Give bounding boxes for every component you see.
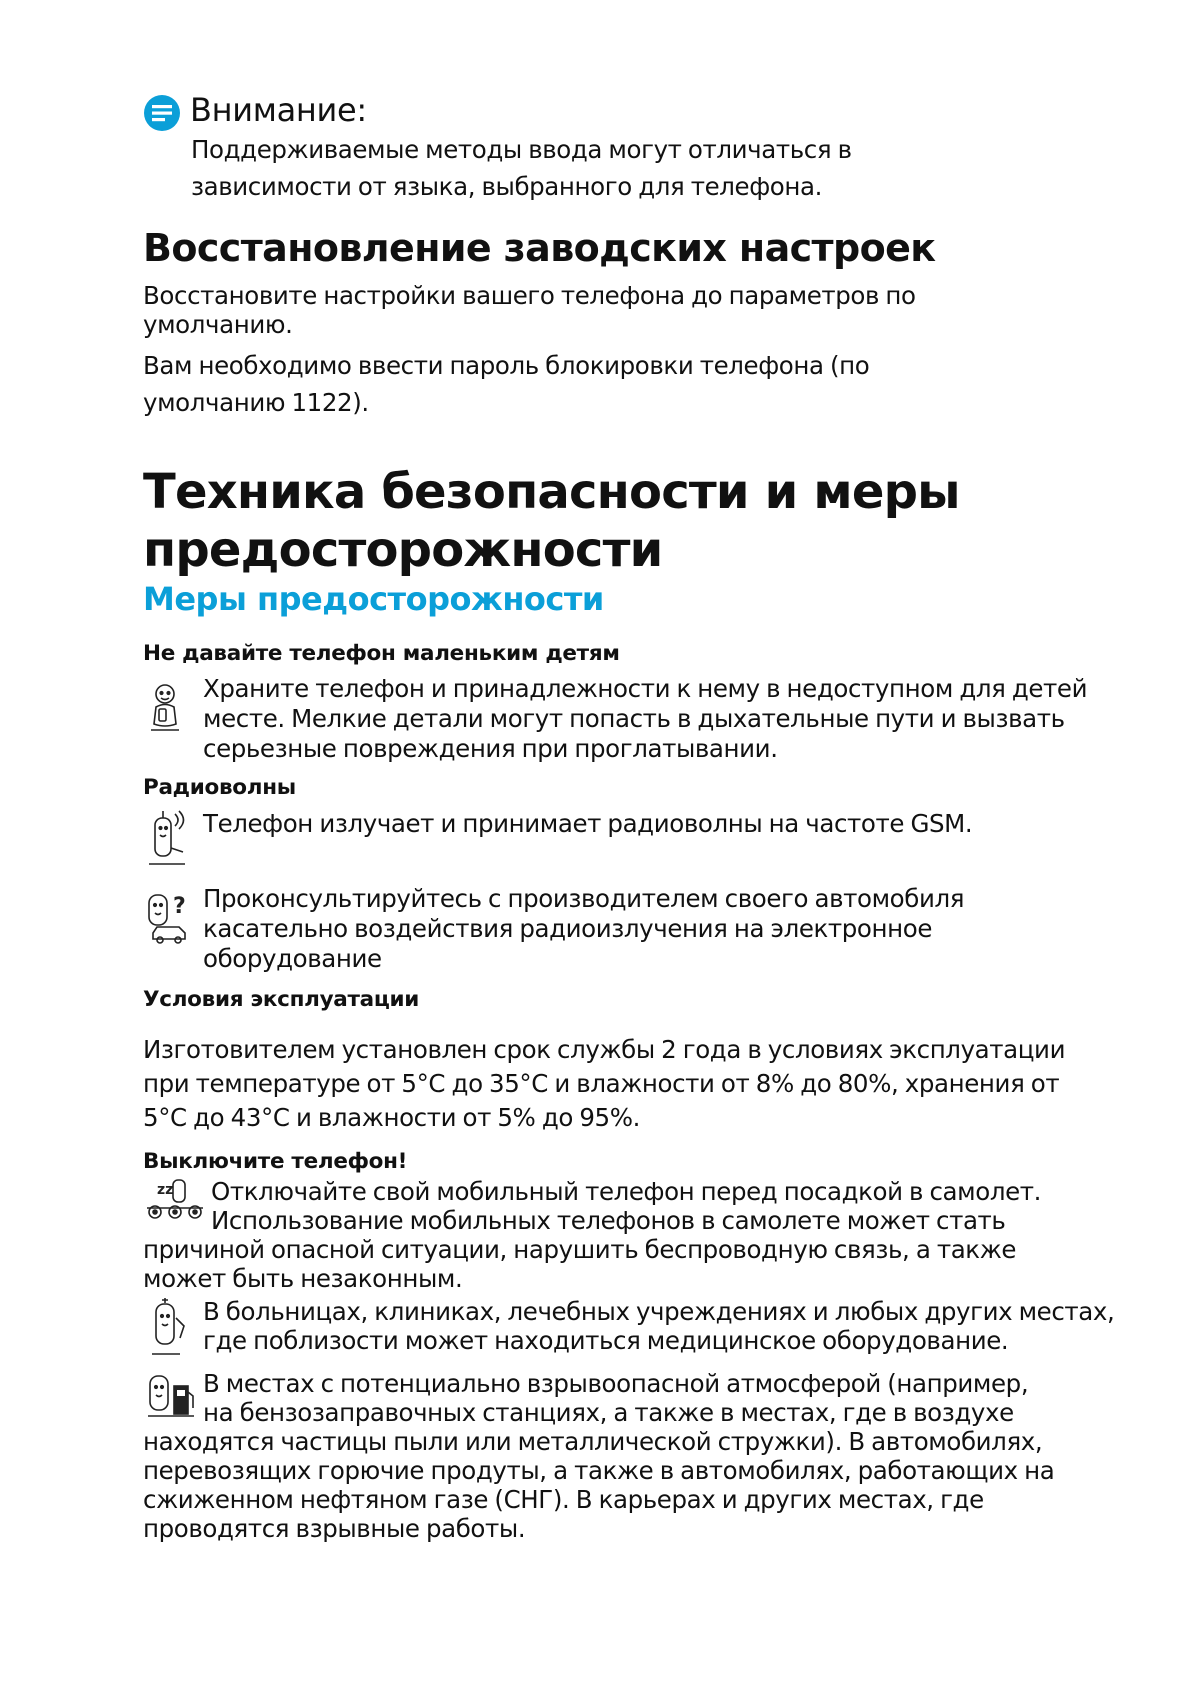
svg-text:?: ? <box>173 894 186 919</box>
operation-line-3: 5°С до 43°С и влажности от 5% до 95%. <box>143 1103 640 1132</box>
note-line-2: зависимости от языка, выбранного для телефона. <box>191 172 822 201</box>
car-line-3: оборудование <box>203 944 382 973</box>
radio-heading: Радиоволны <box>143 775 296 800</box>
factory-reset-line-1: Восстановите настройки вашего телефона до параметров по <box>143 281 916 310</box>
hospital-line-1: В больницах, клиниках, лечебных учреждениях и любых других местах, <box>203 1297 1115 1326</box>
airplane-phone-icon <box>143 1178 207 1222</box>
child-phone-icon <box>145 680 185 734</box>
operation-line-2: при температуре от 5°С до 35°С и влажности от 8% до 80%, хранения от <box>143 1069 1060 1098</box>
car-line-1: Проконсультируйтесь с производителем своего автомобиля <box>203 884 965 913</box>
car-line-2: касательно воздействия радиоизлучения на электронное <box>203 914 933 943</box>
note-icon <box>143 94 181 132</box>
plane-line-4: может быть незаконным. <box>143 1264 463 1293</box>
car-question-icon <box>145 889 193 945</box>
explosive-line-6: проводятся взрывные работы. <box>143 1514 526 1543</box>
factory-reset-heading: Восстановление заводских настроек <box>143 226 936 270</box>
factory-reset-line-2: умолчанию. <box>143 310 293 339</box>
safety-title-line-2: предосторожности <box>143 522 663 578</box>
safety-subtitle: Меры предосторожности <box>143 580 604 618</box>
factory-reset-line-3: Вам необходимо ввести пароль блокировки телефона (по <box>143 351 870 380</box>
operation-heading: Условия эксплуатации <box>143 987 420 1012</box>
hospital-phone-icon <box>150 1298 190 1360</box>
plane-line-1: Отключайте свой мобильный телефон перед посадкой в самолет. <box>211 1177 1042 1206</box>
note-line-1: Поддерживаемые методы ввода могут отличаться в <box>191 135 852 164</box>
children-line-3: серьезные повреждения при проглатывании. <box>203 734 778 763</box>
explosive-line-5: сжиженном нефтяном газе (СНГ). В карьерах и других местах, где <box>143 1485 984 1514</box>
switch-off-heading: Выключите телефон! <box>143 1149 408 1174</box>
radio-line-1: Телефон излучает и принимает радиоволны на частоте GSM. <box>203 809 973 838</box>
hospital-line-2: где поблизости может находиться медицинское оборудование. <box>203 1326 1009 1355</box>
plane-line-3: причиной опасной ситуации, нарушить беспроводную связь, а также <box>143 1235 1017 1264</box>
explosive-line-4: перевозящих горючие продуты, а также в автомобилях, работающих на <box>143 1456 1055 1485</box>
children-line-1: Храните телефон и принадлежности к нему в недоступном для детей <box>203 674 1088 703</box>
children-heading: Не давайте телефон маленьким детям <box>143 641 620 666</box>
plane-line-2: Использование мобильных телефонов в самолете может стать <box>211 1206 1006 1235</box>
explosive-line-1: В местах с потенциально взрывоопасной атмосферой (например, <box>203 1369 1029 1398</box>
explosive-line-2: на бензозаправочных станциях, а также в местах, где в воздухе <box>203 1398 1014 1427</box>
explosive-line-3: находятся частицы пыли или металлической стружки). В автомобилях, <box>143 1427 1043 1456</box>
fuel-pump-phone-icon <box>146 1372 198 1420</box>
factory-reset-line-4: умолчанию 1122). <box>143 388 369 417</box>
svg-text:zz: zz <box>157 1182 174 1198</box>
safety-title-line-1: Техника безопасности и меры <box>143 464 960 520</box>
children-line-2: месте. Мелкие детали могут попасть в дыхательные пути и вызвать <box>203 704 1065 733</box>
operation-line-1: Изготовителем установлен срок службы 2 года в условиях эксплуатации <box>143 1035 1066 1064</box>
note-title: Внимание: <box>190 91 367 129</box>
radio-wave-phone-icon <box>145 808 193 868</box>
